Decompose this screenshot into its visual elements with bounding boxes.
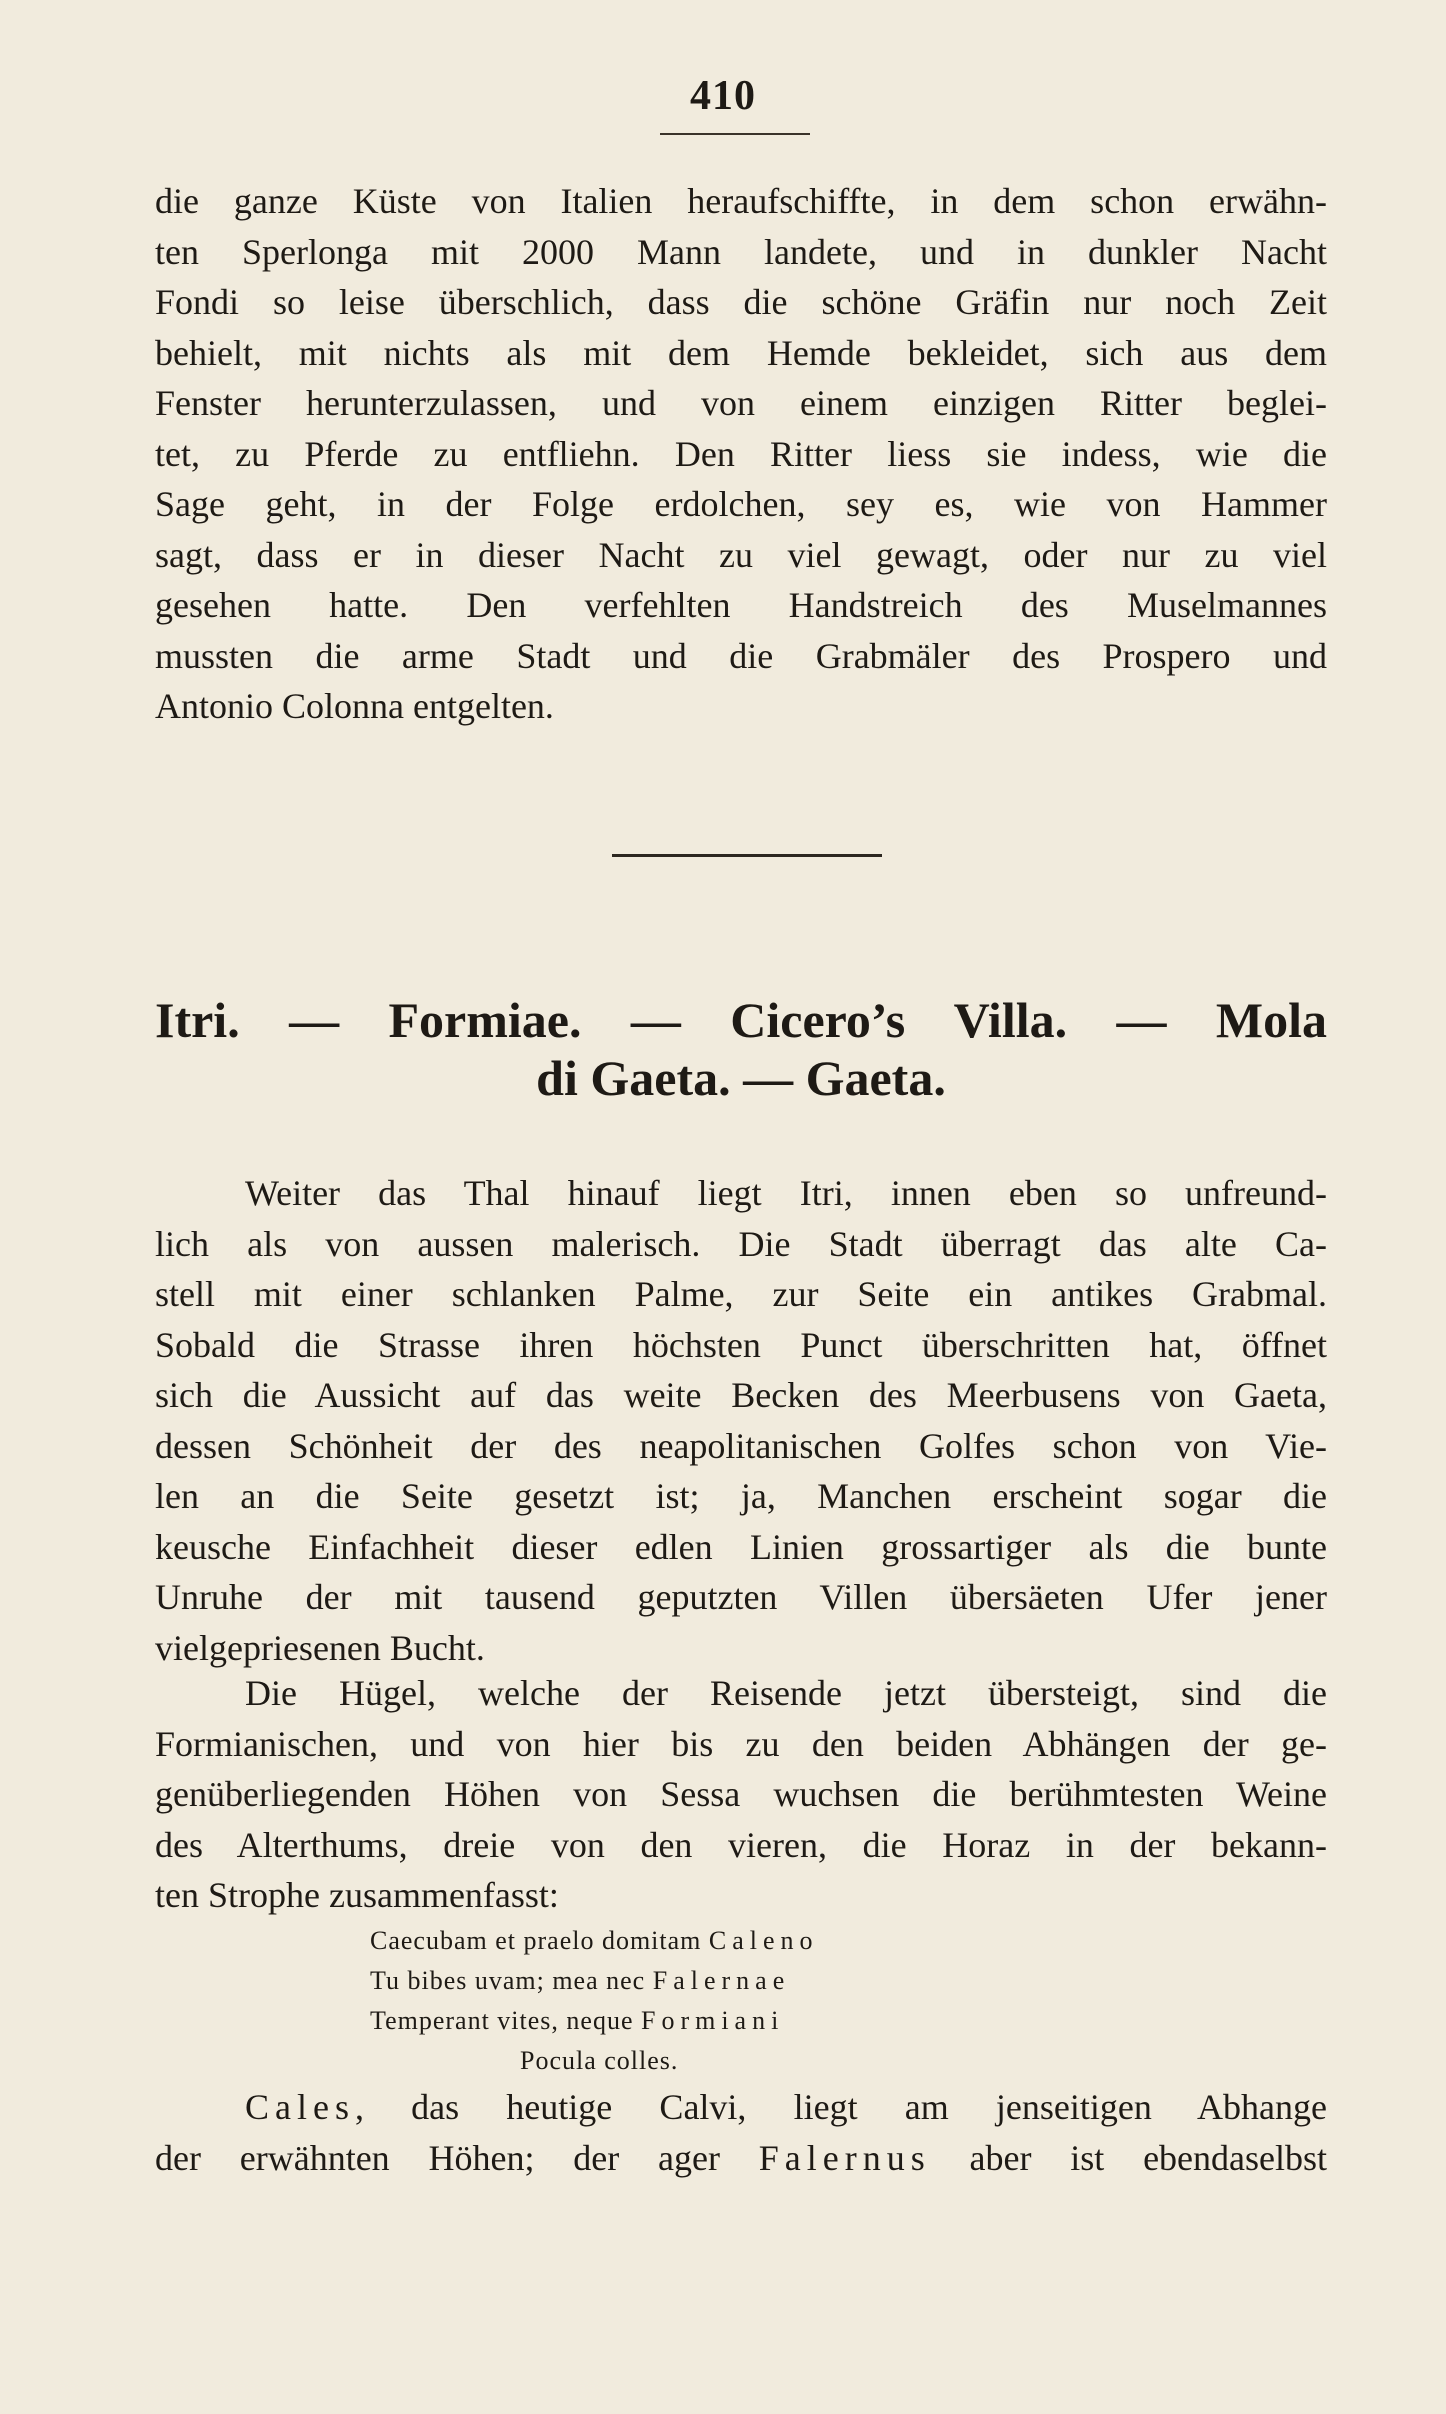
text-line: vielgepriesenen Bucht. — [155, 1627, 485, 1668]
spaced-word: Falernus — [758, 2137, 931, 2178]
section-heading — [155, 991, 1327, 1107]
page-number-rule — [660, 133, 810, 135]
section-divider — [612, 854, 882, 857]
text-line: ten Strophe zusammenfasst: — [155, 1875, 559, 1915]
text-line: des Alterthums, dreie von den vieren, die Horaz in der bekann- — [155, 1824, 1327, 1865]
text-line: Antonio Colonna entgelten. — [155, 686, 554, 726]
verse-text: Caecubam et praelo domitam — [370, 1926, 709, 1955]
verse-line — [370, 1961, 1070, 2001]
text-line: sagt, dass er in dieser Nacht zu viel gewagt, oder nur zu viel — [155, 534, 1327, 575]
text-line: Die Hügel, welche der Reisende jetzt übersteigt, sind die — [245, 1673, 1327, 1713]
paragraph-itri — [155, 1168, 1327, 1673]
text-line: sich die Aussicht auf das weite Becken des Meerbusens von Gaeta, — [155, 1375, 1327, 1415]
verse-line — [370, 2001, 1070, 2041]
text-line: behielt, mit nichts als mit dem Hemde bekleidet, sich aus dem — [155, 332, 1327, 373]
text-line: mussten die arme Stadt und die Grabmäler des Prospero und — [155, 635, 1327, 676]
text-line — [155, 2082, 1327, 2133]
text-line: die ganze Küste von Italien heraufschiffte, in dem schon erwähn- — [155, 181, 1327, 221]
text-line: Formianischen, und von hier bis zu den beiden Abhängen der ge- — [155, 1723, 1327, 1764]
verse-spaced-word: Caleno — [708, 1926, 819, 1955]
verse-spaced-word: Formiani — [640, 2006, 785, 2035]
horace-verse — [370, 1921, 1070, 2081]
text-line: lich als von aussen malerisch. Die Stadt überragt das alte Ca- — [155, 1223, 1327, 1264]
text-line: len an die Seite gesetzt ist; ja, Manchen erscheint sogar die — [155, 1476, 1327, 1516]
text-line: stell mit einer schlanken Palme, zur Seite ein antikes Grabmal. — [155, 1274, 1327, 1314]
continuation-paragraph — [155, 176, 1327, 732]
text-line: Fenster herunterzulassen, und von einem einzigen Ritter beglei- — [155, 383, 1327, 423]
text-line: Weiter das Thal hinauf liegt Itri, innen eben so unfreund- — [245, 1173, 1327, 1213]
text-line: keusche Einfachheit dieser edlen Linien grossartiger als die bunte — [155, 1526, 1327, 1567]
text-fragment: aber ist ebendaselbst — [930, 2137, 1328, 2178]
text-fragment: der erwähnten Höhen; der ager — [155, 2137, 759, 2178]
text-line: genüberliegenden Höhen von Sessa wuchsen die berühmtesten Weine — [155, 1774, 1327, 1814]
verse-text: Tu bibes uvam; mea nec — [370, 1966, 653, 1995]
verse-line: Pocula colles. — [520, 2046, 679, 2075]
verse-line — [370, 1921, 1070, 1961]
section-heading-line: Itri. — Formiae. — Cicero’s Villa. — Mola — [155, 992, 1327, 1048]
text-line: Sobald die Strasse ihren höchsten Punct überschritten hat, öffnet — [155, 1324, 1327, 1365]
paragraph-formiae — [155, 1668, 1327, 1921]
text-line: dessen Schönheit der des neapolitanischen Golfes schon von Vie- — [155, 1425, 1327, 1466]
text-fragment: , das heutige Calvi, liegt am jenseitigen Abhange — [354, 2087, 1327, 2127]
text-line: Fondi so leise überschlich, dass die schöne Gräfin nur noch Zeit — [155, 282, 1327, 322]
section-heading-line: di Gaeta. — Gaeta. — [536, 1050, 946, 1106]
text-line — [155, 2133, 1327, 2184]
text-line: Sage geht, in der Folge erdolchen, sey es, wie von Hammer — [155, 484, 1327, 524]
spaced-word: Cales — [245, 2087, 355, 2127]
page-number: 410 — [690, 73, 756, 119]
text-line: ten Sperlonga mit 2000 Mann landete, und in dunkler Nacht — [155, 231, 1327, 272]
text-line: tet, zu Pferde zu entfliehn. Den Ritter liess sie indess, wie die — [155, 433, 1327, 474]
verse-spaced-word: Falernae — [652, 1966, 791, 1995]
text-line: gesehen hatte. Den verfehlten Handstreich des Muselmannes — [155, 585, 1327, 625]
text-line: Unruhe der mit tausend geputzten Villen übersäeten Ufer jener — [155, 1577, 1327, 1617]
paragraph-cales — [155, 2082, 1327, 2183]
verse-text: Temperant vites, neque — [370, 2006, 641, 2035]
